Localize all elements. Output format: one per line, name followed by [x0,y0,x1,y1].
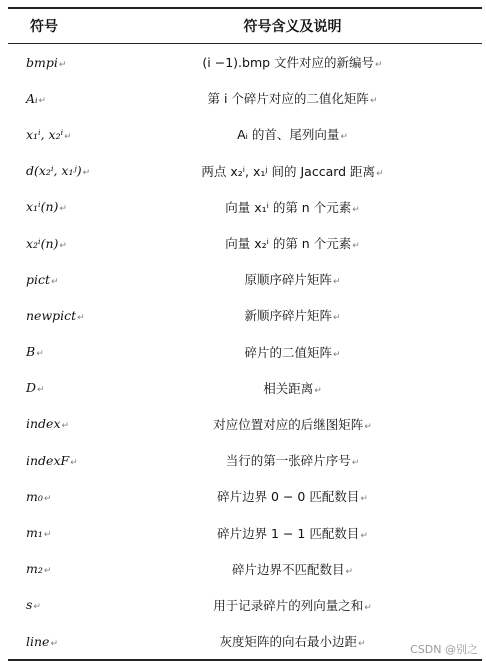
meaning-text: 当行的第一张碎片序号 [225,453,351,469]
symbol-text: bmpi [26,54,58,70]
meaning-cell [103,343,482,361]
table-row [8,44,482,80]
meaning-cell [103,234,482,252]
paragraph-mark-icon: ↵ [340,132,348,143]
paragraph-mark-icon: ↵ [332,349,341,360]
paragraph-mark-icon: ↵ [376,168,384,179]
table-row [8,80,482,116]
paragraph-mark-icon: ↵ [345,566,354,577]
paragraph-mark-icon: ↵ [352,204,360,215]
symbol-cell [8,55,103,70]
paragraph-mark-icon: ↵ [70,457,78,468]
symbol-text: indexF [26,452,70,468]
meaning-cell [103,89,482,107]
meaning-text: 新顺序碎片矩阵 [244,308,332,324]
symbol-cell [8,163,103,178]
table-header-row [8,9,482,43]
table-row [8,442,482,478]
meaning-cell [103,379,482,397]
table-row [8,261,482,297]
paragraph-mark-icon: ↵ [332,313,341,324]
paragraph-mark-icon: ↵ [50,638,58,649]
meaning-text: 碎片边界 0 − 0 匹配数目 [217,489,360,505]
meaning-cell [103,596,482,614]
header-symbol: 符号 [30,19,58,35]
meaning-cell [103,451,482,469]
symbol-cell [8,272,103,287]
paragraph-mark-icon: ↵ [352,241,360,252]
symbol-text: D [26,380,37,396]
paragraph-mark-icon: ↵ [357,639,366,650]
symbol-table [8,7,482,661]
symbol-text: x₁ⁱ, x₂ⁱ [26,126,64,142]
meaning-text: 用于记录碎片的列向量之和 [213,597,364,613]
table-row [8,334,482,370]
symbol-cell [8,525,103,540]
symbol-cell [8,597,103,612]
symbol-cell [8,308,103,323]
table-row [8,370,482,406]
meaning-cell [103,524,482,542]
paragraph-mark-icon: ↵ [332,277,341,288]
table-body [8,44,482,659]
paragraph-mark-icon: ↵ [360,530,368,541]
paragraph-mark-icon: ↵ [43,530,52,541]
meaning-text: 碎片的二值矩阵 [244,344,332,360]
table-row [8,153,482,189]
symbol-cell [8,127,103,142]
paragraph-mark-icon: ↵ [64,131,72,142]
symbol-text: d(x₂ⁱ, x₁ʲ) [26,163,82,179]
table-row [8,478,482,514]
symbol-text: Aᵢ [26,90,38,106]
meaning-text: Aᵢ 的首、尾列向量 [237,127,340,143]
symbol-cell [8,199,103,214]
paragraph-mark-icon: ↵ [77,312,85,323]
meaning-text: 向量 x₁ⁱ 的第 n 个元素 [225,199,352,215]
meaning-text: (i −1).bmp 文件对应的新编号 [202,55,375,71]
paragraph-mark-icon: ↵ [36,349,44,360]
symbol-cell [8,344,103,359]
symbol-text: x₁ⁱ(n) [26,199,59,215]
paragraph-mark-icon: ↵ [38,95,47,106]
symbol-cell [8,236,103,251]
paragraph-mark-icon: ↵ [364,421,372,432]
paragraph-mark-icon: ↵ [43,566,52,577]
paragraph-mark-icon: ↵ [364,602,372,613]
symbol-text: B [26,344,36,360]
paragraph-mark-icon: ↵ [59,204,67,215]
watermark: CSDN @别之 [410,643,478,656]
meaning-cell [103,560,482,578]
table-row [8,514,482,550]
paragraph-mark-icon: ↵ [351,458,360,469]
symbol-text: index [26,416,61,432]
meaning-cell [103,487,482,505]
symbol-text: newpict [26,307,77,323]
meaning-text: 向量 x₂ⁱ 的第 n 个元素 [225,236,352,252]
table-row [8,297,482,333]
header-meaning: 符号含义及说明 [243,19,342,35]
paragraph-mark-icon: ↵ [314,385,322,396]
meaning-cell [103,162,482,180]
meaning-text: 第 i 个碎片对应的二值化矩阵 [207,91,369,107]
symbol-cell [8,634,103,649]
paragraph-mark-icon: ↵ [61,421,70,432]
table-row [8,406,482,442]
meaning-cell [103,270,482,288]
meaning-cell [103,306,482,324]
paragraph-mark-icon: ↵ [51,276,59,287]
symbol-cell [8,91,103,106]
paragraph-mark-icon: ↵ [360,494,368,505]
table-row [8,116,482,152]
symbol-text: s [26,597,33,613]
symbol-cell [8,416,103,431]
table-row [8,189,482,225]
symbol-text: m₂ [26,561,43,577]
meaning-cell [103,53,482,71]
paragraph-mark-icon: ↵ [375,60,383,71]
paragraph-mark-icon: ↵ [369,96,378,107]
symbol-text: m₁ [26,525,43,541]
paragraph-mark-icon: ↵ [37,385,45,396]
meaning-text: 原顺序碎片矩阵 [244,272,332,288]
table-row [8,225,482,261]
meaning-text: 对应位置对应的后继图矩阵 [213,416,364,432]
meaning-text: 碎片边界不匹配数目 [231,561,345,577]
symbol-text: line [26,633,50,649]
symbol-text: x₂ⁱ(n) [26,235,59,251]
meaning-text: 碎片边界 1 − 1 匹配数目 [217,525,360,541]
paragraph-mark-icon: ↵ [82,168,91,179]
paragraph-mark-icon: ↵ [59,240,67,251]
paragraph-mark-icon: ↵ [58,59,67,70]
symbol-text: m₀ [26,488,43,504]
paragraph-mark-icon: ↵ [43,493,52,504]
meaning-text: 相关距离 [263,380,314,396]
symbol-text: pict [26,271,51,287]
meaning-text: 灰度矩阵的向右最小边距 [219,634,357,650]
paragraph-mark-icon: ↵ [33,602,41,613]
meaning-cell [103,125,482,143]
meaning-cell [103,198,482,216]
symbol-cell [8,380,103,395]
meaning-cell [103,415,482,433]
symbol-cell [8,453,103,468]
table-row [8,551,482,587]
symbol-cell [8,561,103,576]
meaning-text: 两点 x₂ⁱ, x₁ʲ 间的 Jaccard 距离 [201,163,376,179]
table-row [8,587,482,623]
symbol-cell [8,489,103,504]
